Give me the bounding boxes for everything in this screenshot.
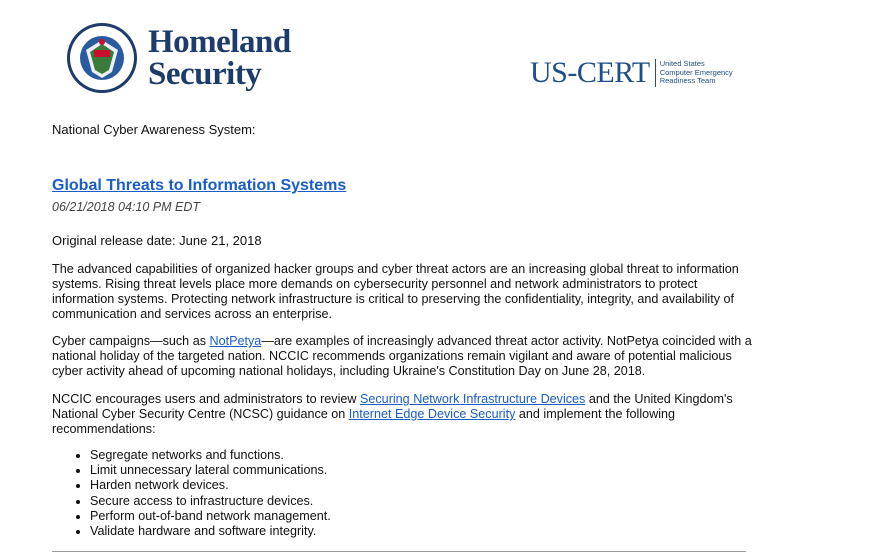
p3-text-mid: and the United Kingdom's National Cyber Security Centre (NCSC) guidance on [52,392,733,421]
release-date: Original release date: June 21, 2018 [52,233,262,248]
p2-text-before: Cyber campaigns—such as [52,334,210,348]
list-item: • Segregate networks and functions. [90,448,331,463]
p3-text-after: and implement the following recommendations: [52,407,676,436]
paragraph-recommendations-intro [52,392,752,437]
dhs-seal-icon [66,22,138,94]
us-cert-wordmark: US-CERT [530,56,650,89]
notpetya-link[interactable]: NotPetya [209,334,262,348]
article-timestamp: 06/21/2018 04:10 PM EDT [52,200,201,214]
list-item: • Validate hardware and software integrity. [90,524,331,539]
securing-network-infrastructure-link[interactable]: Securing Network Infrastructure Devices [359,392,586,406]
system-intro: National Cyber Awareness System: [52,122,256,137]
us-cert-sub-line-1: United States [659,59,705,69]
us-cert-subtitle [660,60,733,86]
list-item: • Limit unnecessary lateral communications. [90,463,331,478]
article-title-link[interactable]: Global Threats to Information Systems [52,177,347,194]
homeland-security-logo [148,26,291,90]
p3-text-before: NCCIC encourages users and administrators to review [52,392,360,406]
list-item: • Harden network devices. [90,478,331,493]
p2-text-after: —are examples of increasingly advanced threat actor activity. NotPetya coincided with a national holiday of the targeted nation. NCCIC recommends organizations remain vigilant and aware of potential malicious cyber activity ahead of upcoming national holidays, including Ukraine's Constitution Day on June 28, 2018. [52,334,752,378]
paragraph-overview: The advanced capabilities of organized hacker groups and cyber threat actors are an increasing global threat to information systems. Rising threat levels place more demands on cybersecurity personnel and network administrators to protect information systems. Protecting network infrastructure is critical to preserving the confidentiality, integrity, and availability of communication and services across an enterprise. [52,262,739,321]
internet-edge-device-security-link[interactable]: Internet Edge Device Security [348,407,516,421]
paragraph-campaigns [52,334,752,379]
email-header [0,0,874,110]
us-cert-sub-line-2: Computer Emergency [659,67,733,77]
recommendations-list [52,448,331,539]
list-item: • Perform out-of-band network management. [90,509,331,524]
footer-divider [52,551,746,552]
us-cert-divider [655,59,656,87]
list-item: • Secure access to infrastructure devices. [90,494,331,509]
us-cert-sub-line-3: Readiness Team [659,76,716,86]
brand-line-2: Security [148,56,262,92]
brand-line-1: Homeland [148,24,291,60]
us-cert-logo [530,58,733,88]
